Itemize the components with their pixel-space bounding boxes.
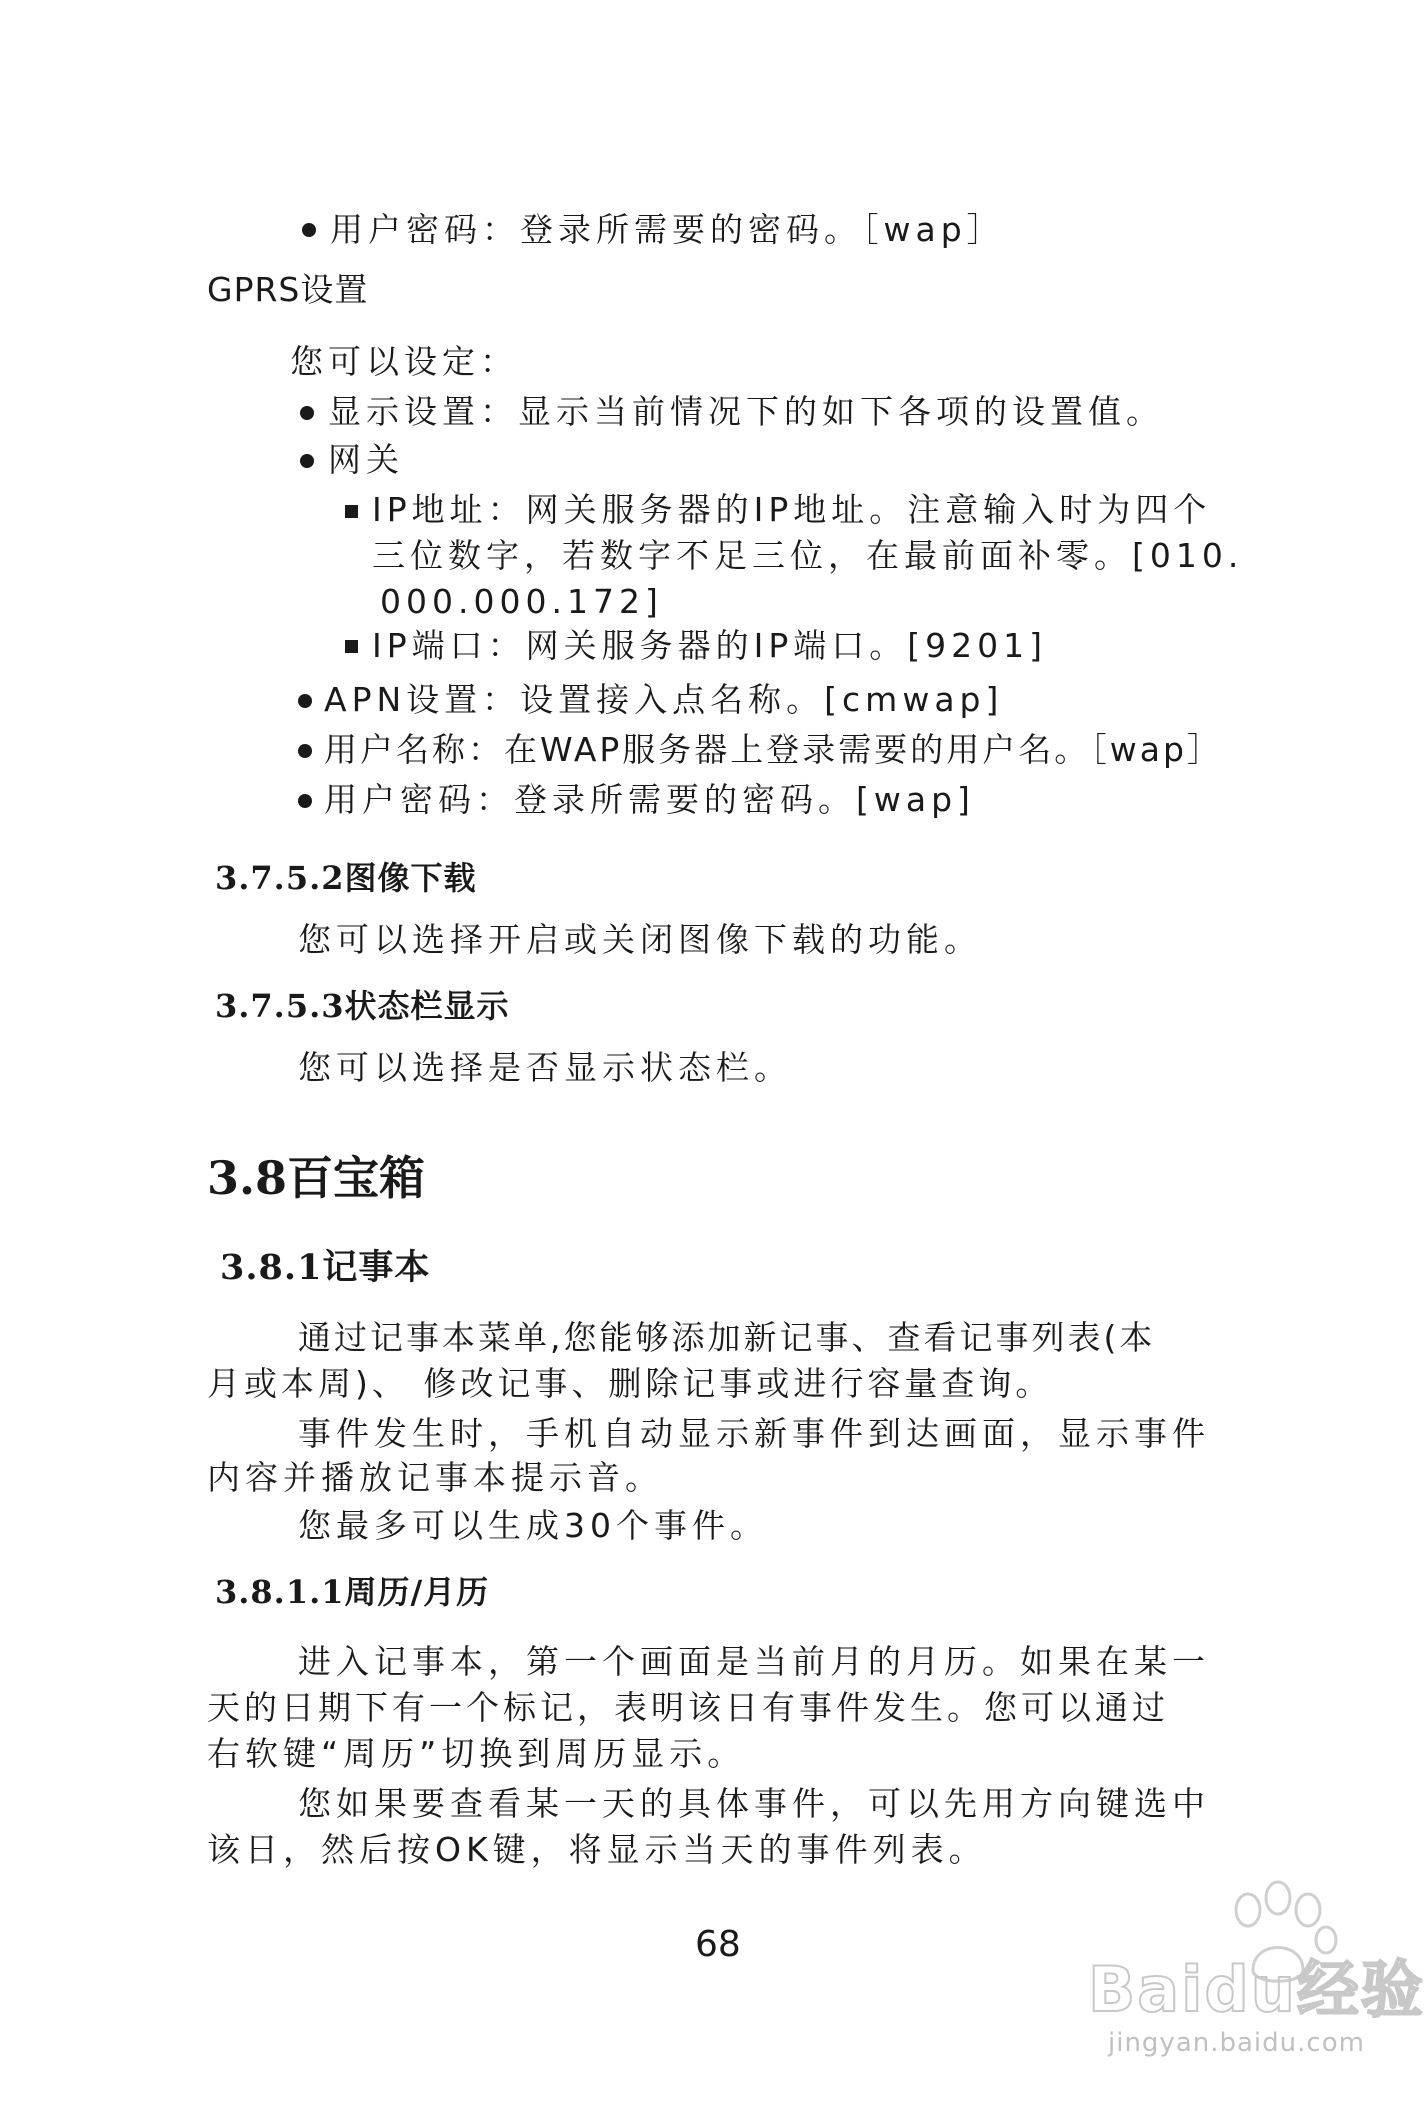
paragraph-3811-1a: 进入记事本，第一个画面是当前月的月历。如果在某一: [298, 1642, 1210, 1681]
paragraph-381-2a: 事件发生时，手机自动显示新事件到达画面，显示事件: [298, 1414, 1210, 1453]
bullet-text-gateway: 网关: [328, 440, 404, 479]
heading-3753: 3.7.5.3状态栏显示: [215, 987, 510, 1025]
watermark-url: jingyan.baidu.com: [1108, 2028, 1365, 2058]
ip-address-line-2: 三位数字，若数字不足三位，在最前面补零。[010.: [372, 536, 1244, 575]
paragraph-381-3: 您最多可以生成30个事件。: [298, 1506, 768, 1545]
paragraph-381-2b: 内容并播放记事本提示音。: [207, 1458, 663, 1497]
bullet-icon: [300, 454, 314, 468]
bullet-text-display: 显示设置：显示当前情况下的如下各项的设置值。: [328, 392, 1164, 431]
page-number: 68: [695, 1924, 741, 1965]
section-heading-gprs: GPRS设置: [207, 270, 369, 309]
ip-address-line-3: 000.000.172]: [380, 582, 663, 621]
bullet-icon: [298, 744, 312, 758]
paragraph-3811-2a: 您如果要查看某一天的具体事件，可以先用方向键选中: [298, 1784, 1210, 1823]
heading-38: 3.8百宝箱: [207, 1151, 426, 1205]
paragraph-381-1b: 月或本周)、 修改记事、删除记事或进行容量查询。: [207, 1364, 1053, 1403]
watermark-brand: Baidu经验: [1088, 1953, 1425, 2026]
bullet-icon: [302, 223, 316, 237]
heading-381: 3.8.1记事本: [220, 1247, 431, 1288]
paragraph-3811-1c: 右软键“周历”切换到周历显示。: [207, 1734, 746, 1773]
bullet-text-password: 用户密码：登录所需要的密码。[wap]: [324, 780, 975, 819]
paragraph-3811-1b: 天的日期下有一个标记，表明该日有事件发生。您可以通过: [207, 1688, 1169, 1727]
bullet-icon: [298, 794, 312, 808]
square-bullet-icon: [345, 640, 358, 653]
paragraph-3811-2b: 该日，然后按OK键，将显示当天的事件列表。: [207, 1830, 987, 1869]
bullet-text-username: 用户名称：在WAP服务器上登录需要的用户名。［wap］: [324, 730, 1223, 769]
bullet-text-apn: APN设置：设置接入点名称。[cmwap]: [324, 680, 1004, 719]
bullet-text-password-top: 用户密码：登录所需要的密码。［wap］: [330, 210, 1005, 249]
intro-text: 您可以设定：: [290, 342, 518, 381]
paragraph-3753: 您可以选择是否显示状态栏。: [298, 1048, 792, 1087]
bullet-icon: [298, 694, 312, 708]
baidu-watermark: [1068, 1880, 1425, 2080]
paragraph-3752: 您可以选择开启或关闭图像下载的功能。: [298, 920, 982, 959]
bullet-icon: [300, 406, 314, 420]
paragraph-381-1a: 通过记事本菜单,您能够添加新记事、查看记事列表(本: [298, 1318, 1156, 1357]
square-bullet-icon: [345, 505, 358, 518]
ip-address-line-1: IP地址：网关服务器的IP地址。注意输入时为四个: [372, 490, 1212, 529]
heading-3811: 3.8.1.1周历/月历: [215, 1573, 490, 1611]
ip-port-line: IP端口：网关服务器的IP端口。[9201]: [372, 626, 1047, 665]
heading-3752: 3.7.5.2图像下载: [215, 859, 477, 897]
